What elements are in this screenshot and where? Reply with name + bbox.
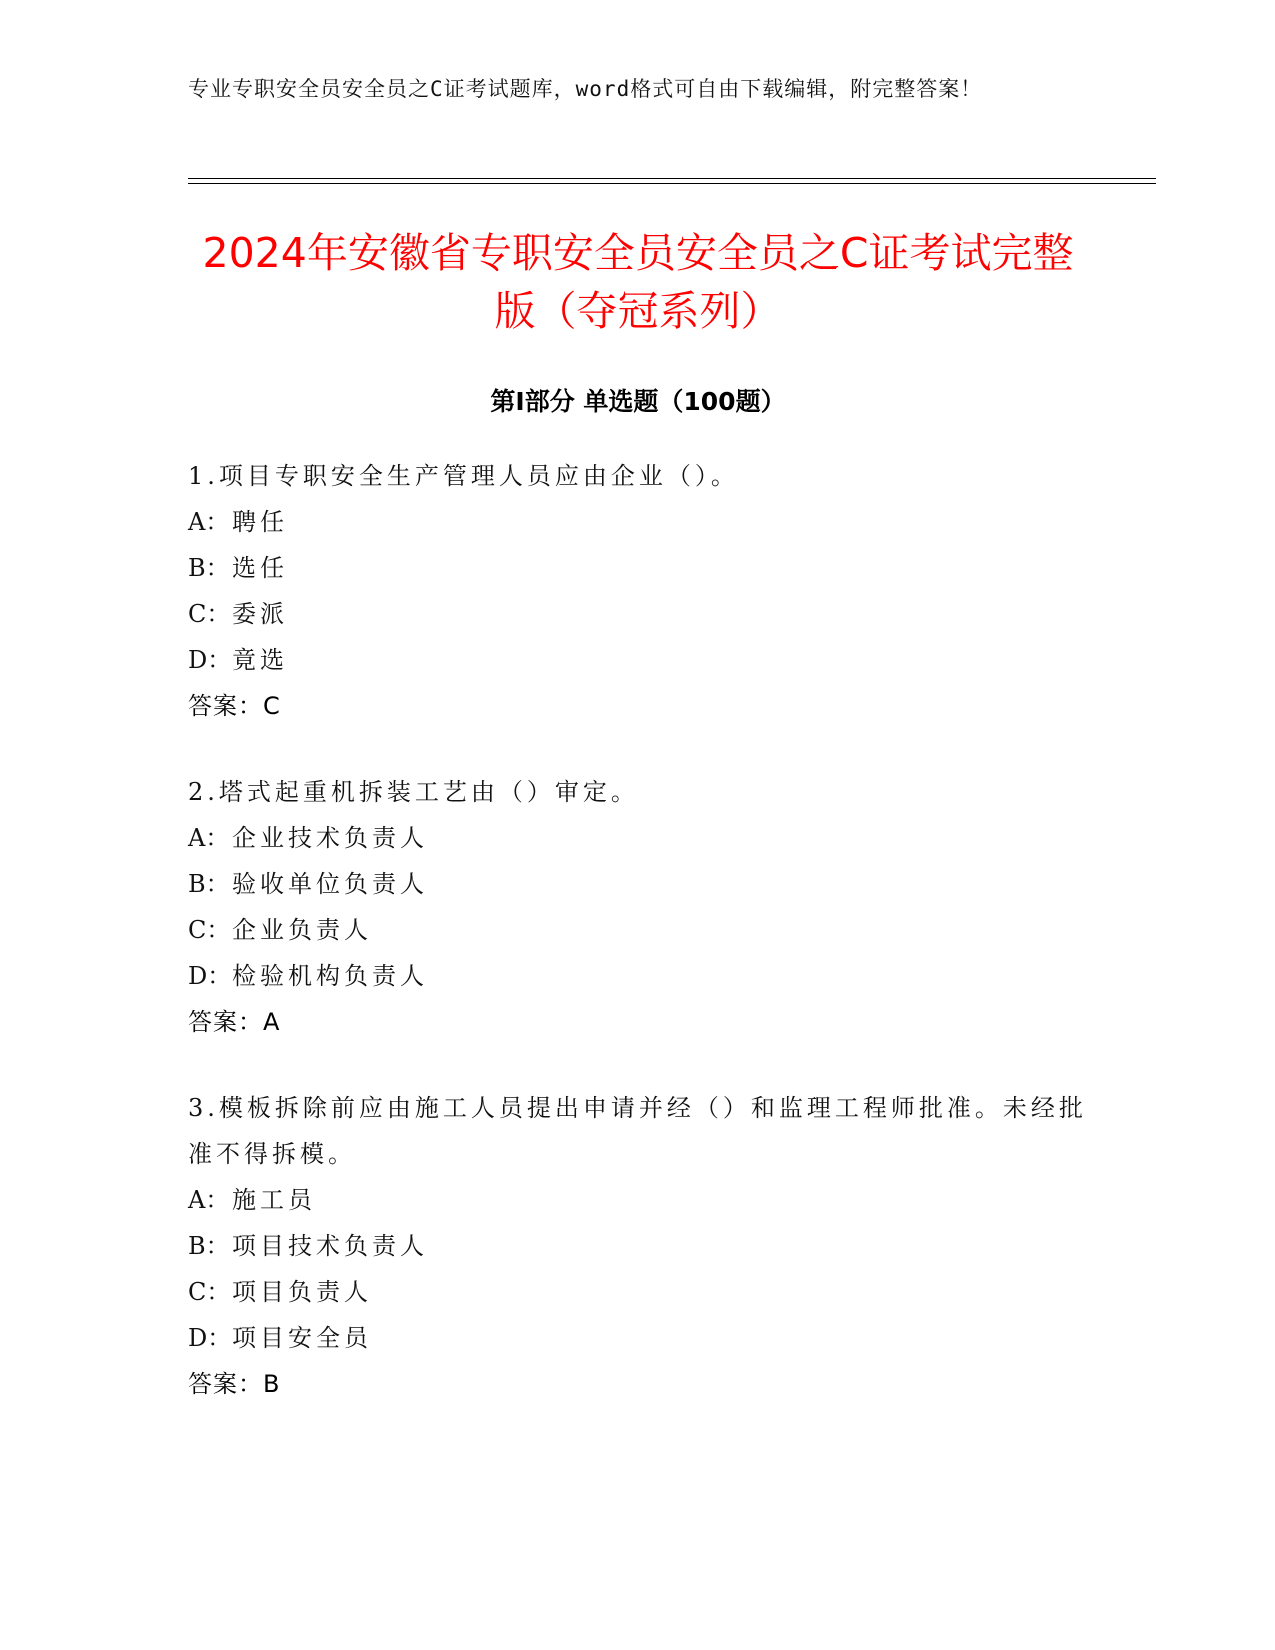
option-text: 验收单位负责人: [232, 870, 428, 898]
option-text: 企业技术负责人: [232, 824, 428, 852]
option-text: 施工员: [232, 1186, 316, 1214]
option-key: C：: [188, 1278, 231, 1306]
question-2: [188, 769, 1088, 1045]
answer-value: B: [263, 1370, 281, 1398]
question-stem: 1.项目专职安全生产管理人员应由企业（）。: [188, 462, 739, 490]
option-text: 项目负责人: [232, 1278, 372, 1306]
option-a: [188, 815, 1088, 861]
option-key: B：: [188, 1232, 230, 1260]
option-d: [188, 637, 1088, 683]
question-stem: 3.模板拆除前应由施工人员提出申请并经（）和监理工程师批准。未经批准不得拆模。: [188, 1094, 1087, 1168]
answer-label: 答案：: [188, 1008, 263, 1036]
question-3: [188, 1085, 1088, 1407]
option-b: [188, 1223, 1088, 1269]
answer-line: [188, 999, 1088, 1045]
answer-label: 答案：: [188, 1370, 263, 1398]
answer-line: [188, 1361, 1088, 1407]
option-c: [188, 591, 1088, 637]
question-1: [188, 453, 1088, 729]
option-key: A：: [188, 508, 230, 536]
answer-label: 答案：: [188, 692, 263, 720]
option-key: B：: [188, 870, 230, 898]
option-d: [188, 953, 1088, 999]
option-text: 项目技术负责人: [232, 1232, 428, 1260]
option-text: 竟选: [232, 646, 288, 674]
answer-value: A: [263, 1008, 281, 1036]
option-text: 检验机构负责人: [232, 962, 428, 990]
answer-value: C: [263, 692, 281, 720]
option-key: C：: [188, 600, 231, 628]
option-a: [188, 499, 1088, 545]
option-d: [188, 1315, 1088, 1361]
answer-line: [188, 683, 1088, 729]
option-key: B：: [188, 554, 230, 582]
option-c: [188, 1269, 1088, 1315]
option-key: A：: [188, 1186, 230, 1214]
option-key: C：: [188, 916, 231, 944]
header-note: 专业专职安全员安全员之C证考试题库，word格式可自由下载编辑，附完整答案！: [188, 77, 983, 101]
header-divider-top: [188, 178, 1156, 179]
section-heading: 第Ⅰ部分 单选题（100题）: [490, 387, 786, 416]
option-key: D：: [188, 962, 232, 990]
option-b: [188, 861, 1088, 907]
option-text: 聘任: [232, 508, 288, 536]
option-key: A：: [188, 824, 230, 852]
option-text: 委派: [232, 600, 288, 628]
question-stem: 2.塔式起重机拆装工艺由（）审定。: [188, 778, 639, 806]
header-divider-bottom: [188, 183, 1156, 184]
option-text: 企业负责人: [232, 916, 372, 944]
document-title: 2024年安徽省专职安全员安全员之C证考试完整版（夺冠系列）: [202, 229, 1074, 335]
option-text: 项目安全员: [232, 1324, 372, 1352]
option-text: 选任: [232, 554, 288, 582]
option-key: D：: [188, 1324, 232, 1352]
option-key: D：: [188, 646, 232, 674]
option-c: [188, 907, 1088, 953]
option-b: [188, 545, 1088, 591]
option-a: [188, 1177, 1088, 1223]
